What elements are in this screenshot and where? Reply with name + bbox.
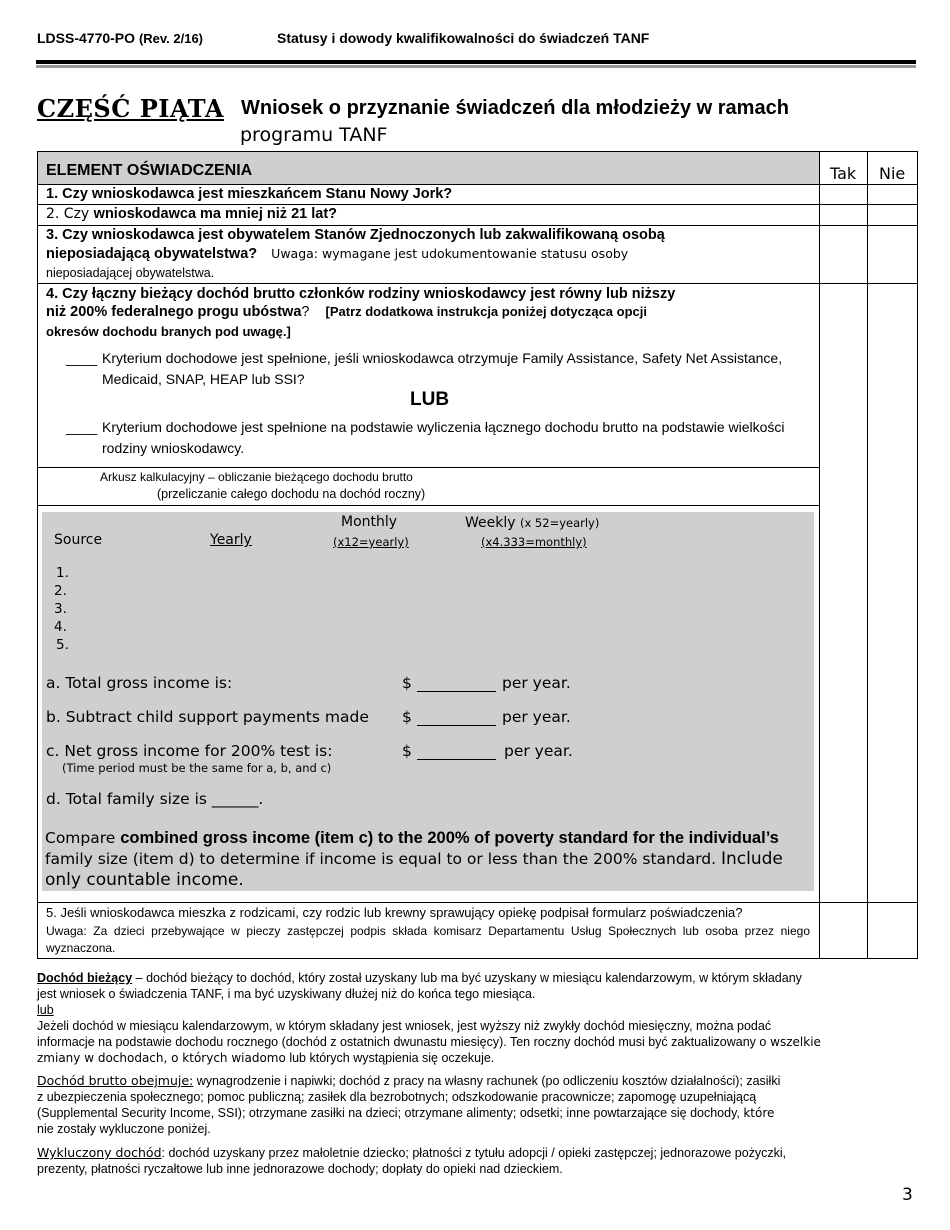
source-row-4[interactable]: 4. bbox=[54, 619, 67, 635]
compare-text-2: family size (item d) to determine if income is equal to or less than the 200% standard. bbox=[45, 850, 721, 868]
line-b-per-year: per year. bbox=[502, 708, 571, 726]
excluded-income-2: prezenty, płatności ryczałtowe lub inne jednorazowe dochody; dopłaty do opieki nad dzieckiem. bbox=[37, 1162, 563, 1176]
col-weekly-label: Weekly bbox=[465, 515, 516, 531]
section-title-line2: programu TANF bbox=[240, 124, 388, 146]
worksheet-divider bbox=[37, 467, 819, 468]
question-5-line1: 5. Jeśli wnioskodawca mieszka z rodzicami, czy rodzic lub krewny sprawujący opiekę podpisał formularz poświadczenia? bbox=[46, 905, 743, 920]
col-weekly-sub: (x4.333=monthly) bbox=[481, 535, 587, 549]
current-income-term: Dochód bieżący bbox=[37, 971, 133, 985]
compare-text-4: only countable income. bbox=[45, 870, 244, 890]
gross-income-3b: które bbox=[743, 1106, 775, 1120]
time-period-note: (Time period must be the same for a, b, and c) bbox=[62, 761, 332, 775]
source-row-3[interactable]: 3. bbox=[54, 601, 67, 617]
col-monthly-sub: (x12=yearly) bbox=[333, 535, 409, 549]
option-2-text-line1: Kryterium dochodowe jest spełnione na podstawie wyliczenia łącznego dochodu brutto na podstawie wielkości bbox=[102, 419, 785, 435]
document-title: Statusy i dowody kwalifikowalności do świadczeń TANF bbox=[277, 30, 650, 46]
column-no: Nie bbox=[879, 164, 906, 183]
question-1: 1. Czy wnioskodawca jest mieszkańcem Stanu Nowy Jork? bbox=[46, 186, 453, 202]
question-5-yes-box[interactable] bbox=[820, 903, 867, 958]
form-revision: (Rev. 2/16) bbox=[138, 31, 204, 46]
line-a-per-year: per year. bbox=[502, 674, 571, 692]
gross-income-3: (Supplemental Security Income, SSI); otrzymane zasiłki na dzieci; otrzymane alimenty; odsetki; inne powtarzające się dochody, bbox=[37, 1106, 744, 1120]
excluded-income-term: Wykluczony dochód bbox=[37, 1145, 162, 1160]
col-weekly bbox=[465, 514, 599, 532]
current-income-def-2: jest wniosek o świadczenia TANF, i ma być uzyskiwany dłużej niż do końca tego miesiąca. bbox=[37, 987, 536, 1001]
header-rule bbox=[36, 60, 916, 64]
question-3-line3: nieposiadającej obywatelstwa. bbox=[46, 266, 215, 280]
option-2-blank[interactable]: ____ bbox=[66, 419, 98, 435]
question-4-yes-box[interactable] bbox=[820, 284, 867, 902]
gross-income-2: z ubezpieczenia społecznego; pomoc publiczną; zasiłek dla bezrobotnych; odszkodowanie pracownicze; zapomogę uzupełniającą bbox=[37, 1090, 757, 1104]
question-3-note: Uwaga: wymagane jest udokumentowanie statusu osoby bbox=[271, 246, 629, 261]
question-3-yes-box[interactable] bbox=[820, 226, 867, 283]
question-1-no-box[interactable] bbox=[868, 185, 917, 204]
compare-text-3: Include bbox=[721, 849, 783, 869]
question-4-qmark: ? bbox=[301, 304, 310, 320]
question-4-line1: 4. Czy łączny bieżący dochód brutto członków rodziny wnioskodawcy jest równy lub niższy bbox=[46, 286, 676, 302]
gross-income-1: wynagrodzenie i napiwki; dochód z pracy na własny rachunek (po odliczeniu kosztów działalności); zasiłki bbox=[193, 1074, 781, 1088]
question-3-line2 bbox=[46, 246, 628, 262]
line-c-label: c. Net gross income for 200% test is: bbox=[46, 742, 333, 760]
line-c-currency: $ bbox=[402, 742, 412, 760]
question-3-no-box[interactable] bbox=[868, 226, 917, 283]
form-id bbox=[37, 30, 203, 46]
or-word: lub bbox=[37, 1003, 54, 1017]
or-label: LUB bbox=[410, 389, 450, 410]
alt-income-3b: lub których wystąpienia się oczekuje. bbox=[285, 1051, 495, 1065]
row-divider bbox=[37, 225, 918, 226]
option-1-text-line1: Kryterium dochodowe jest spełnione, jeśli wnioskodawca otrzymuje Family Assistance, Safety Net Assistance, bbox=[102, 350, 783, 366]
line-a-amount-field[interactable] bbox=[417, 674, 496, 692]
question-5-no-box[interactable] bbox=[868, 903, 917, 958]
compare-instruction bbox=[45, 828, 815, 891]
header-rule-shadow bbox=[36, 65, 916, 68]
question-2-prefix: 2. Czy bbox=[46, 206, 94, 222]
question-3-bold: nieposiadającą obywatelstwa? bbox=[46, 246, 258, 262]
col-source: Source bbox=[54, 532, 103, 548]
column-yes: Tak bbox=[830, 164, 857, 183]
question-4-bold: niż 200% federalnego progu ubóstwa bbox=[46, 304, 302, 320]
source-row-5[interactable]: 5. bbox=[56, 637, 69, 653]
current-income-def-1: – dochód bieżący to dochód, który został uzyskany lub ma być uzyskany w miesiącu kalendarzowym, w którym składany bbox=[132, 971, 802, 985]
page-number: 3 bbox=[902, 1185, 913, 1205]
alt-income-1: Jeżeli dochód w miesiącu kalendarzowym, w którym składany jest wniosek, jest wyższy niż zwykły dochód miesięczny, można podać bbox=[37, 1019, 772, 1033]
line-b-currency: $ bbox=[402, 708, 412, 726]
line-c-amount-field[interactable] bbox=[417, 742, 496, 760]
worksheet-divider bbox=[37, 505, 819, 506]
gross-income-definition bbox=[37, 1073, 927, 1137]
source-row-1[interactable]: 1. bbox=[56, 565, 69, 581]
row-divider bbox=[37, 283, 918, 284]
question-4-line2 bbox=[46, 304, 647, 320]
col-yearly: Yearly bbox=[210, 532, 252, 548]
alt-income-3a: zmiany w dochodach, o których wiadomo bbox=[37, 1051, 286, 1065]
question-2-yes-box[interactable] bbox=[820, 205, 867, 225]
row-divider bbox=[37, 204, 918, 205]
question-2-no-box[interactable] bbox=[868, 205, 917, 225]
form-number: LDSS-4770-PO bbox=[37, 30, 136, 46]
question-4-bracket-1: [Patrz dodatkowa instrukcja poniżej dotycząca opcji bbox=[325, 304, 647, 319]
worksheet-title-line1: Arkusz kalkulacyjny – obliczanie bieżącego dochodu brutto bbox=[100, 470, 413, 484]
excluded-income-1: : dochód uzyskany przez małoletnie dziecko; płatności z tytułu adopcji / opieki zastępczej; jednorazowe pożyczki, bbox=[161, 1146, 787, 1160]
row-divider bbox=[37, 902, 918, 903]
current-income-definition bbox=[37, 970, 927, 1066]
alt-income-2: informacje na podstawie dochodu rocznego (dochód z ostatnich dwunastu miesięcy). Ten roczny dochód musi być zaktualizowany o bbox=[37, 1035, 767, 1049]
line-c-per-year: per year. bbox=[504, 742, 573, 760]
option-1-text-line2: Medicaid, SNAP, HEAP lub SSI? bbox=[102, 371, 305, 387]
table-header-label: ELEMENT OŚWIADCZENIA bbox=[46, 162, 253, 179]
option-2-text-line2: rodziny wnioskodawcy. bbox=[102, 440, 245, 456]
line-d-family-size[interactable]: d. Total family size is ______. bbox=[46, 790, 264, 808]
line-a-label: a. Total gross income is: bbox=[46, 674, 233, 692]
question-4-bracket-2: okresów dochodu branych pod uwagę.] bbox=[46, 324, 291, 339]
question-1-yes-box[interactable] bbox=[820, 185, 867, 204]
gross-income-term: Dochód brutto obejmuje: bbox=[37, 1073, 194, 1088]
question-4-no-box[interactable] bbox=[868, 284, 917, 902]
section-title-line1: Wniosek o przyznanie świadczeń dla młodzieży w ramach bbox=[241, 97, 789, 119]
excluded-income-definition bbox=[37, 1145, 927, 1177]
compare-text-1: Compare bbox=[45, 829, 121, 847]
col-monthly: Monthly bbox=[341, 514, 398, 530]
alt-income-2b: wszelkie bbox=[766, 1035, 821, 1049]
line-b-amount-field[interactable] bbox=[417, 708, 496, 726]
question-2-text: wnioskodawca ma mniej niż 21 lat? bbox=[93, 206, 338, 222]
line-a-currency: $ bbox=[402, 674, 412, 692]
question-3-line1: 3. Czy wnioskodawca jest obywatelem Stanów Zjednoczonych lub zakwalifikowaną osobą bbox=[46, 227, 665, 243]
part-label: CZĘŚĆ PIĄTA bbox=[37, 94, 224, 123]
line-b-label: b. Subtract child support payments made bbox=[46, 708, 369, 726]
question-2 bbox=[46, 206, 337, 222]
gross-income-4: nie zostały wykluczone poniżej. bbox=[37, 1122, 211, 1136]
worksheet-title-line2: (przeliczanie całego dochodu na dochód roczny) bbox=[157, 487, 426, 501]
source-row-2[interactable]: 2. bbox=[54, 583, 67, 599]
col-weekly-note: (x 52=yearly) bbox=[519, 516, 600, 530]
question-5-note: Uwaga: Za dzieci przebywające w pieczy zastępczej podpis składa komisarz Departamentu Usług Społecznych lub osoba przez niego wyznaczona. bbox=[46, 924, 810, 955]
option-1-blank[interactable]: ____ bbox=[66, 350, 98, 366]
compare-text-bold: combined gross income (item c) to the 200% of poverty standard for the individual’s bbox=[120, 829, 779, 847]
row-divider bbox=[37, 184, 918, 185]
